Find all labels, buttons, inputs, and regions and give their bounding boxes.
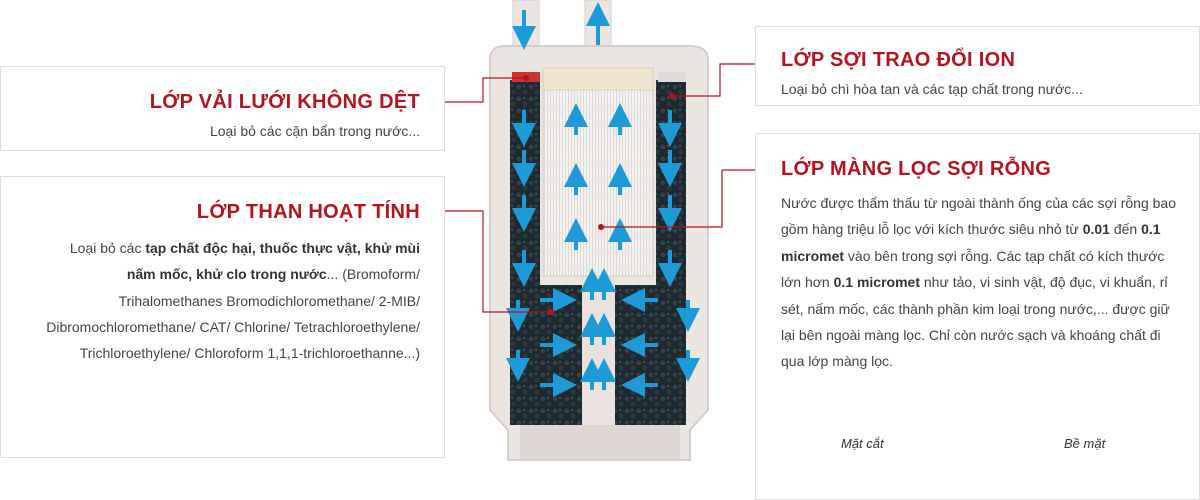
- cross-section-caption: Mặt cắt: [841, 436, 884, 451]
- hollow-desc-bold-2: 0.1 micromet: [781, 221, 1161, 264]
- nonwoven-top-right: [658, 72, 686, 82]
- hollow-fiber-title: LỚP MÀNG LỌC SỢI RỖNG: [781, 158, 1052, 180]
- carbon-desc-bold: tạp chất độc hại, thuốc thực vật, khử mùi nấm mốc, khử clo trong nước: [126, 240, 420, 283]
- hollow-desc-part-3: vào bên trong sợi rỗng. Các tạp chất có kích thước lớn hơn: [781, 247, 1165, 291]
- hollow-desc-part-4: như tảo, vi sinh vật, độ đục, vi khuẩn, rỉ sét, nấm mốc, các thành phần kim loại trong nước,... được giữ lại bên ngoài màng lọc. Chỉ còn nước sạch và khoáng chất đi qua lớp màng lọc.: [781, 274, 1170, 370]
- hollow-fiber-callout: [755, 133, 1200, 500]
- nonwoven-layer-desc: Loại bỏ các cặn bẩn trong nước...: [209, 123, 420, 139]
- activated-carbon-desc: [45, 235, 420, 366]
- activated-carbon-callout: [0, 176, 445, 458]
- carbon-desc-prefix: Loại bỏ các: [69, 240, 146, 256]
- carbon-desc-suffix: ... (Bromoform/ Trihalomethanes Bromodichloromethane/ 2-MIB/ Dibromochloromethane/ CAT/ Chlorine/ Tetrachloroethylene/ Trichloroethylene/ Chloroform 1,1,1-trichloroethanne...): [46, 266, 420, 362]
- hollow-fiber-bundle: [543, 78, 653, 276]
- ion-exchange-desc: Loại bỏ chì hòa tan và các tạp chất trong nước...: [781, 81, 1083, 97]
- ion-fiber-cap: [543, 68, 653, 90]
- carbon-block-lower-right: [615, 285, 685, 425]
- surface-caption: Bề mặt: [1064, 436, 1106, 451]
- ion-exchange-callout: [755, 26, 1200, 106]
- ion-exchange-title: LỚP SỢI TRAO ĐỔI ION: [781, 49, 1016, 71]
- nonwoven-layer-callout: [0, 66, 445, 151]
- nonwoven-layer-title: LỚP VẢI LƯỚI KHÔNG DỆT: [149, 91, 420, 113]
- hollow-desc-bold-1: 0.01: [1082, 221, 1110, 238]
- hollow-fiber-desc: [781, 190, 1181, 375]
- hollow-desc-bold-3: 0.1 micromet: [833, 274, 920, 291]
- carbon-block-lower-left: [512, 285, 582, 425]
- activated-carbon-title: LỚP THAN HOẠT TÍNH: [196, 201, 420, 223]
- hollow-desc-part-1: Nước được thẩm thấu từ ngoài thành ống của các sợi rỗng bao gồm hàng triệu lỗ lọc với kích thước siêu nhỏ từ: [781, 195, 1176, 238]
- hollow-desc-part-2: đến: [1109, 221, 1142, 238]
